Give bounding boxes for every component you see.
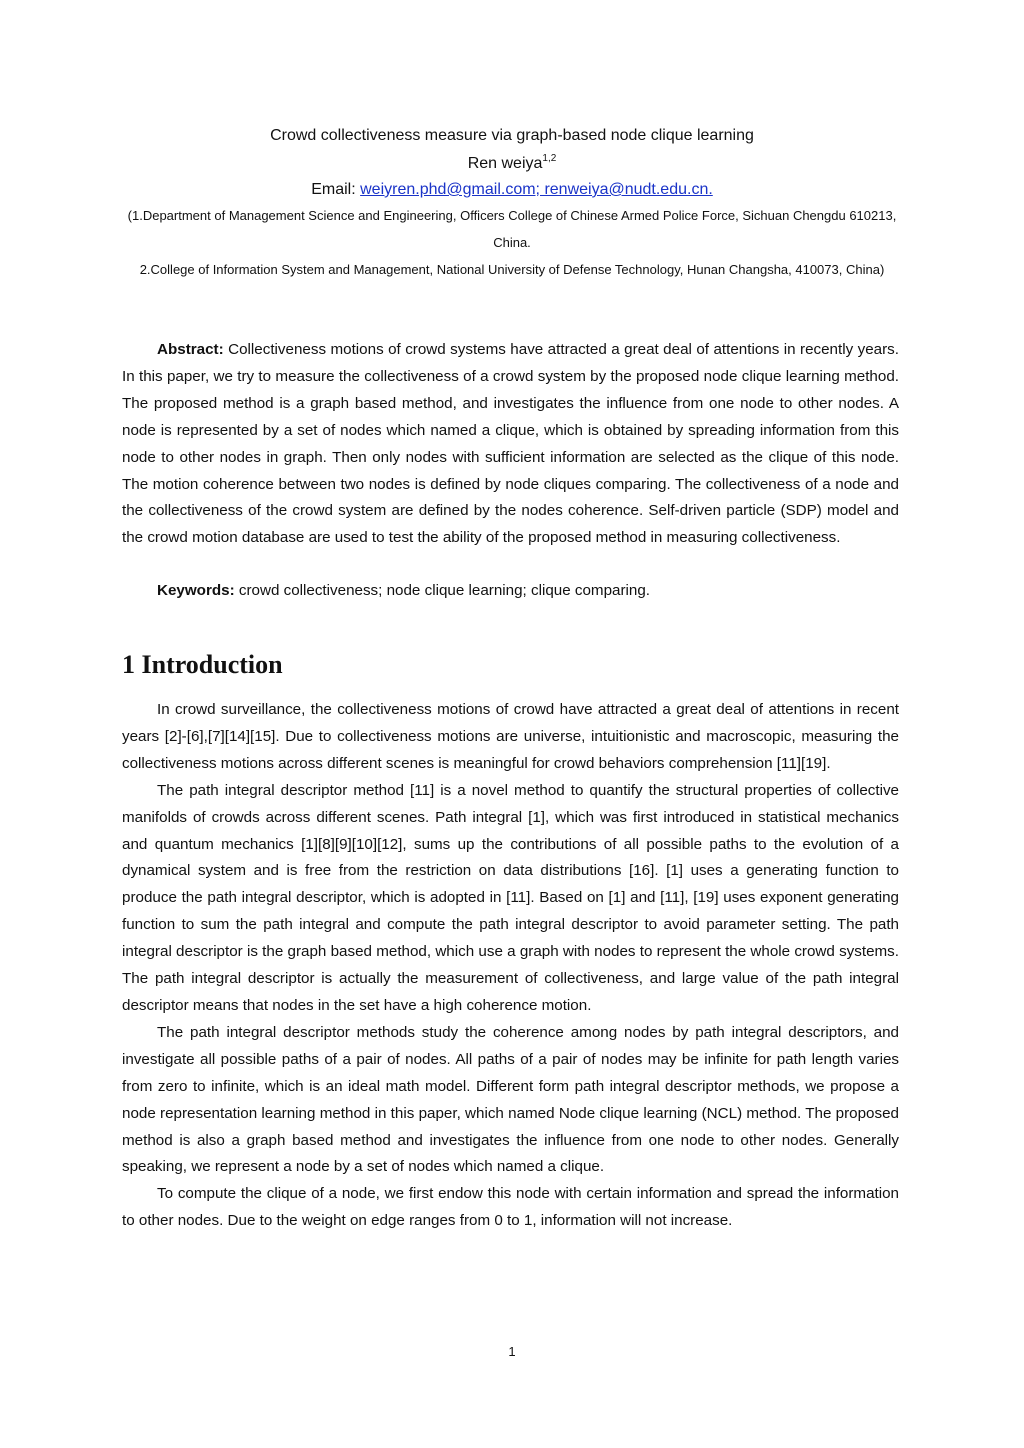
abstract-label: Abstract: [157, 341, 224, 358]
author-name: Ren weiya [467, 155, 543, 172]
keywords-label: Keywords: [157, 582, 235, 599]
intro-paragraph-4: To compute the clique of a node, we first endow this node with certain information and spread the information to other nodes. Due to the weight on edge ranges from 0 to 1, information will not increase. [122, 1185, 899, 1230]
section-heading-introduction: 1 Introduction [122, 650, 283, 679]
affiliation-1: (1.Department of Management Science and Engineering, Officers College of Chinese Armed Police Force, Sichuan Chengdu 610213, China. [127, 208, 897, 250]
author-affiliation-marker: 1,2 [542, 153, 557, 164]
introduction-body [122, 697, 899, 1235]
abstract-block [122, 337, 899, 552]
email-line [0, 178, 1024, 202]
keywords-block [122, 578, 899, 605]
keywords-text: crowd collectiveness; node clique learning; clique comparing. [234, 582, 651, 599]
page-number: 1 [508, 1344, 516, 1359]
affiliation-2: 2.College of Information System and Management, National University of Defense Technology, Hunan Changsha, 410073, China) [139, 262, 885, 277]
intro-paragraph-3: The path integral descriptor methods study the coherence among nodes by path integral descriptors, and investigate all possible paths of a pair of nodes. All paths of a pair of nodes may be infinite for path length varies from zero to infinite, which is an ideal math model. Different form path integral descriptor methods, we propose a node representation learning method in this paper, which named Node clique learning (NCL) method. The proposed method is also a graph based method and investigates the influence from one node to other nodes. Generally speaking, we represent a node by a set of nodes which named a clique. [122, 1023, 899, 1176]
intro-paragraph-2: The path integral descriptor method [11] is a novel method to quantify the structural properties of collective manifolds of crowds across different scenes. Path integral [1], which was first introduced in statistical mechanics and quantum mechanics [1][8][9][10][12], sums up the contributions of all possible paths to the evolution of a dynamical system and is free from the restriction on data distributions [16]. [1] uses a generating function to produce the path integral descriptor, which is adopted in [11]. Based on [1] and [11], [19] uses exponent generating function to sum the path integral and compute the path integral descriptor to avoid parameter setting. The path integral descriptor is the graph based method, which use a graph with nodes to represent the whole crowd systems. The path integral descriptor is actually the measurement of collectiveness, and large value of the path integral descriptor means that nodes in the set have a high coherence motion. [122, 781, 899, 1014]
keywords-paragraph [122, 578, 899, 605]
author-line [0, 152, 1024, 176]
intro-paragraph-1: In crowd surveillance, the collectiveness motions of crowd have attracted a great deal of attentions in recent years [2]-[6],[7][14][15]. Due to collectiveness motions are universe, intuitionistic and macroscopic, measuring the collectiveness motions across different scenes is meaningful for crowd behaviors comprehension [11][19]. [122, 701, 899, 772]
abstract-paragraph [122, 337, 899, 552]
email-link[interactable]: weiyren.phd@gmail.com; renweiya@nudt.edu.cn. [360, 181, 713, 198]
email-label: Email: [311, 181, 361, 198]
paper-title: Crowd collectiveness measure via graph-based node clique learning [270, 127, 754, 144]
abstract-text: Collectiveness motions of crowd systems have attracted a great deal of attentions in recently years. In this paper, we try to measure the collectiveness of a crowd system by the proposed node clique learning method. The proposed method is a graph based method, and investigates the influence from one node to other nodes. A node is represented by a set of nodes which named a clique, which is obtained by spreading information from this node to other nodes in graph. Then only nodes with sufficient information are selected as the clique of this node. The motion coherence between two nodes is defined by node cliques comparing. The collectiveness of a node and the collectiveness of the crowd system are defined by the nodes coherence. Self-driven particle (SDP) model and the crowd motion database are used to test the ability of the proposed method in measuring collectiveness. [122, 341, 899, 547]
